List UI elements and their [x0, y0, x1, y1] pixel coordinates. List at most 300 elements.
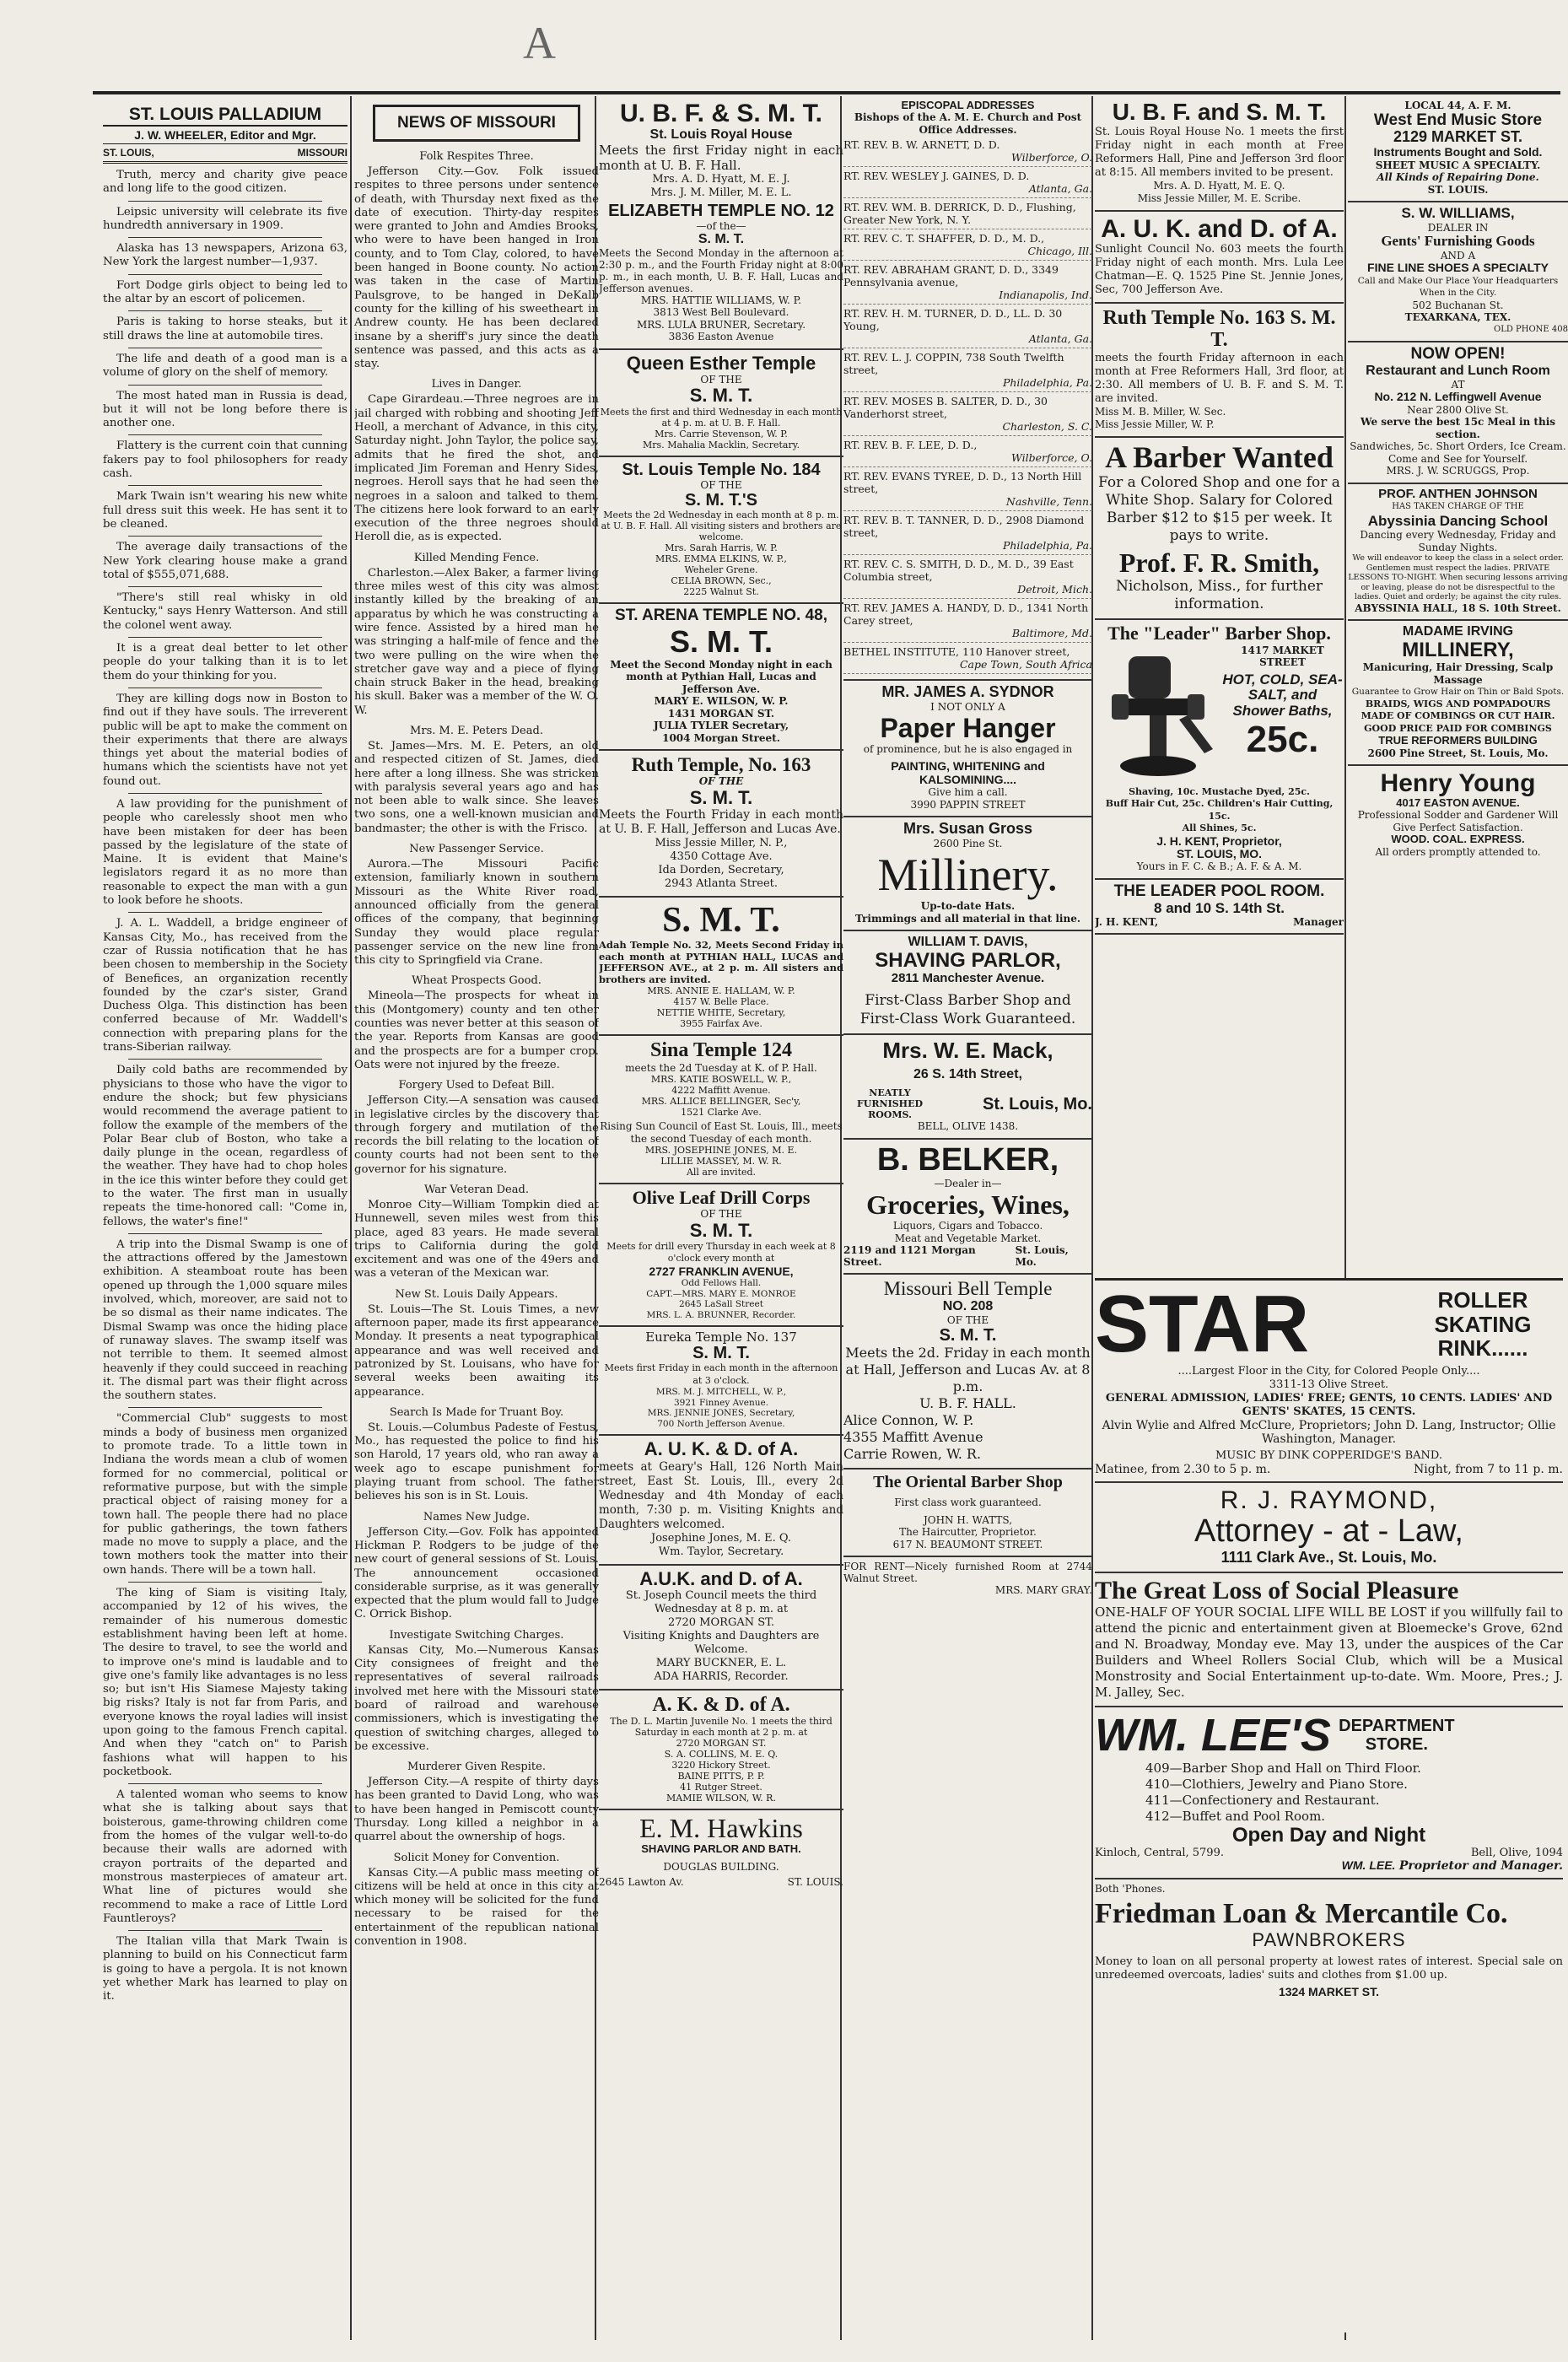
ad-text: All orders promptly attended to. [1375, 845, 1541, 858]
ad-address: 2129 MARKET ST. [1393, 128, 1523, 146]
ad-name: MRS. J. W. SCRUGGS, Prop. [1386, 465, 1530, 477]
bishop-name: RT. REV. JAMES A. HANDY, D. D., 1341 North Carey street, [843, 601, 1089, 628]
pool-room-ad [1095, 880, 1344, 936]
notice-text: Meets the Second Monday in the afternoon at 2:30 p. m., and the Fourth Friday night at 8:00 p. m., in each month, U. B. F. Hall, Lucas and Jefferson avenues. [599, 246, 843, 294]
notice-names: MRS. JOSEPHINE JONES, M. E. LILLIE MASSEY, M. W. R. All are invited. [644, 1145, 798, 1178]
ad-role: Manager [1293, 916, 1344, 929]
ad-text: SHEET MUSIC A SPECIALTY. [1375, 159, 1541, 171]
notice-names: MRS. ANNIE E. HALLAM, W. P. 4157 W. Belle Place. NETTIE WHITE, Secretary, 3955 Fairfax Ave. [647, 985, 795, 1030]
arena-temple-notice [599, 604, 843, 751]
divider [128, 201, 322, 202]
story-headline: New Passenger Service. [409, 843, 544, 856]
notice-text: Meets the 2d Wednesday in each month at 8 p. m. at U. B. F. Hall. All visiting sisters and brothers are welcome. Mrs. Sarah Harris, W. P. MRS. EMMA ELKINS, W. P., Weheler Grene. CELIA BROWN, Sec., 2225 Walnut St. [601, 510, 842, 598]
davis-ad [843, 931, 1092, 1034]
editorial-paragraph: They are killing dogs now in Boston to find out if they have souls. The irreverent public will be apt to make the comment on their experiments that there are always things yet about the material bodies of humans which the scientists have not yet found out. [103, 692, 348, 788]
ad-text: Alvin Wylie and Alfred McClure, Proprietors; John D. Lang, Instructor; Ollie Washington, Manager. [1102, 1419, 1556, 1446]
ad-text: Dancing every Wednesday, Friday and Sunday Nights. [1360, 529, 1556, 553]
editorial-paragraph: J. A. L. Waddell, a bridge engineer of Kansas City, Mo., has received from the czar of Russia notification that he has been chosen to membership in the Society of Benefices, an organization recently founded by the czar's sister, Grand Duchess Olga. This distinction has been conferred because of Mr. Waddell's connection with preparing plans for the trans-Siberian railway. [103, 917, 348, 1054]
ad-role: Proprietor and Manager. [1398, 1859, 1563, 1874]
bishop-name: RT. REV. EVANS TYREE, D. D., 13 North Hill street, [843, 470, 1082, 496]
bishop-entry [843, 348, 1092, 392]
divider [128, 237, 322, 238]
notice-text: The D. L. Martin Juvenile No. 1 meets the third Saturday in each month at 2 p. m. at 2720 MORGAN ST. S. A. COLLINS, M. E. Q. 3220 Hickory Street. BAINE PITTS, P. P. 41 Rutger Street. MAMIE WILSON, W. R. [610, 1716, 832, 1804]
bishop-name: RT. REV. B. F. LEE, D. D., [843, 439, 978, 452]
editorial-paragraph: The king of Siam is visiting Italy, accompanied by 12 of his wives, the remainder of his numerous domestic establishment having been left at home. The desire to travel, to see the world and to improve one's mind is laudable and to give one's family like advantages is no less so; but isn't His Siamese Majesty taking big risks? Italy is not far from Paris, and everyone knows the royal ladies will insist upon going to the famous French capital. And when they "catch on" to Parish fashions what will happen to his pocketbook. [103, 1587, 348, 1778]
story-headline: New St. Louis Daily Appears. [395, 1287, 558, 1301]
ad-row [843, 1244, 1092, 1268]
bishop-entry [843, 229, 1092, 261]
city: ST. LOUIS, [103, 147, 154, 159]
ad-address: 2600 Pine Street, St. Louis, Mo. [1367, 747, 1549, 759]
bishop-place: Wilberforce, O. [1011, 451, 1092, 465]
notice-text: Meets the Fourth Friday in each month at U. B. F. Hall, Jefferson and Lucas Ave. [599, 808, 843, 837]
notice-title: A. K. & D. of A. [652, 1693, 790, 1716]
bishop-place: Charleston, S. C. [1002, 420, 1092, 434]
story-body: St. James—Mrs. M. E. Peters, an old and respected citizen of St. James, died here after a long illness. She was stricken with paralysis several years ago and has not been able to walk since. She leaves two sons, one a well-known musician and bandmaster; the other is with the Frisco. [354, 739, 599, 835]
bishop-entry [843, 136, 1092, 167]
ad-text: Matinee, from 2.30 to 5 p. m. [1095, 1463, 1271, 1476]
ad-name: Mrs. W. E. Mack, [882, 1037, 1053, 1063]
ad-title: West End Music Store [1373, 111, 1543, 129]
editorial-paragraph: Paris is taking to horse steaks, but it still draws the line at automobile tires. [103, 315, 348, 342]
ad-name: R. J. RAYMOND, [1220, 1486, 1438, 1514]
star-rink-ad [1095, 1278, 1563, 1483]
divider [128, 434, 322, 435]
notice-text: St. Louis Royal House No. 1 meets the first Friday night in each month at Free Reformers Hall, Pine and Jefferson 3rd floor at 8:15. All members invited to be present. [1095, 125, 1344, 179]
bishop-entry [843, 198, 1092, 229]
divider [128, 1059, 322, 1060]
ad-phone: OLD PHONE 408 [1494, 324, 1568, 334]
divider [128, 586, 322, 587]
ad-text: Call and Make Our Place Your Headquarters When in the City. [1357, 275, 1559, 299]
ad-text: GENERAL ADMISSION, LADIES' FREE; GENTS, 10 CENTS. LADIES' AND GENTS' SKATES, 15 CENTS. [1105, 1392, 1553, 1418]
akd-notice [599, 1691, 843, 1810]
bishop-name: RT. REV. MOSES B. SALTER, D. D., 30 Vanderhorst street, [843, 395, 1048, 421]
ad-building: DOUGLAS BUILDING. [663, 1860, 779, 1873]
ad-text: Sandwiches, 5c. Short Orders, Ice Cream. Come and See for Yourself. [1350, 440, 1566, 465]
ad-title: Paper Hanger [880, 712, 1056, 743]
olive-leaf-notice [599, 1184, 843, 1327]
ad-text: All Kinds of Repairing Done. [1377, 171, 1539, 184]
editorial-paragraph: It is a great deal better to let other people do your talking than it is to let them do your thinking for you. [103, 642, 348, 682]
notice-title: Sina Temple 124 [649, 1039, 793, 1062]
notice-text: Meets first Friday in each month in the afternoon at 3 o'clock. [604, 1362, 838, 1386]
editorial-paragraph: Leipsic university will celebrate its five hundredth anniversary in 1909. [103, 205, 348, 232]
bishop-place: Baltimore, Md. [1011, 627, 1092, 640]
story-body: Jefferson City.—Gov. Folk has appointed Hickman P. Rodgers to be judge of the new court of general sessions of St. Louis. The announcement occasioned considerable surprise, as it was generally expected that the plum would fall to Judge C. Orrick Bishop. [354, 1525, 599, 1621]
notice-of: —of the— [696, 219, 746, 232]
story-headline: Murderer Given Respite. [407, 1761, 546, 1774]
divider [128, 485, 322, 486]
ad-line: NOW OPEN! [1410, 345, 1506, 364]
restaurant-ad [1348, 342, 1568, 483]
notice-names: MARY E. WILSON, W. P. 1431 MORGAN ST. JULIA TYLER Secretary, 1004 Morgan Street. [653, 695, 789, 744]
notice-names: Miss Jessie Miller, N. P., 4350 Cottage Ave. Ida Dorden, Secretary, 2943 Atlanta Street. [655, 837, 788, 891]
bishop-entry [843, 467, 1092, 511]
bishop-place: Chicago, Ill. [1027, 245, 1092, 258]
ad-line: DEALER IN [1427, 221, 1489, 234]
bishop-entry [843, 305, 1092, 348]
ad-title: Restaurant and Lunch Room [1366, 364, 1550, 379]
notice-title: ELIZABETH TEMPLE NO. 12 [608, 201, 834, 220]
ad-text: NEATLY FURNISHED ROOMS. [856, 1087, 923, 1121]
ad-text: Open Day and Night [1231, 1823, 1426, 1847]
story-body: Kansas City, Mo.—Numerous Kansas City consignees of freight and the representatives of several railroads involved met here with the Missouri state board of railroad and warehouse commissioners, which is investigating the question of switching charges, alleged to be excessive. [354, 1643, 599, 1753]
ad-address: 1417 MARKET STREET [1241, 644, 1324, 669]
column-rule [350, 96, 352, 2340]
editorial-paragraph: The life and death of a good man is a volume of glory on the shelf of memory. [103, 352, 348, 380]
wm-lee-ad [1095, 1707, 1563, 1880]
divider [128, 637, 322, 638]
ad-city: ST. LOUIS. [1427, 183, 1489, 196]
episcopal-addresses [843, 96, 1092, 681]
ad-address: 4017 EASTON AVENUE. [1396, 796, 1520, 810]
store-floor-item: 409—Barber Shop and Hall on Third Floor. [1145, 1760, 1421, 1776]
ad-phone: Kinloch, Central, 5799. [1095, 1847, 1224, 1860]
williams-ad [1348, 202, 1568, 342]
notice-title: Queen Esther Temple [626, 352, 816, 374]
section-subtitle: Bishops of the A. M. E. Church and Post Office Addresses. [854, 111, 1082, 136]
editorial-paragraph: "There's still real whisky in old Kentucky," says Henry Watterson. And still the colonel went away. [103, 591, 348, 632]
queen-esther-notice [599, 350, 843, 457]
eureka-temple-notice [599, 1327, 843, 1436]
ad-name: J. H. KENT, [1095, 916, 1159, 929]
sina-temple-notice [599, 1036, 843, 1184]
ad-text: Instruments Bought and Sold. [1373, 145, 1543, 159]
raymond-ad [1095, 1483, 1563, 1573]
adah-temple-notice [599, 898, 843, 1036]
bishop-name: RT. REV. B. T. TANNER, D. D., 2908 Diamond street, [843, 514, 1085, 540]
state: MISSOURI [297, 147, 348, 159]
story-headline: Lives in Danger. [431, 378, 522, 391]
divider [128, 274, 322, 275]
bishop-place: Philadelphia, Pa. [1002, 539, 1092, 553]
ad-city: TEXARKANA, TEX. [1404, 311, 1511, 324]
johnson-ad [1348, 484, 1568, 622]
ad-text: HOT, COLD, SEA-SALT, and Shower Baths, [1222, 671, 1343, 719]
bishop-name: RT. REV. C. T. SHAFFER, D. D., M. D., [843, 232, 1045, 245]
story-body: St. Louis.—Columbus Padeste of Festus, Mo., has requested the police to find his son Harold, 17 years old, who ran away a week ago to escape punishment for playing truant from school. The father believes his son is in St. Louis. [354, 1421, 599, 1503]
ad-text: GOOD PRICE PAID FOR COMBINGS [1364, 722, 1552, 734]
ad-phone: BELL, OLIVE 1438. [917, 1120, 1019, 1133]
section-title: NEWS OF MISSOURI [373, 105, 580, 142]
ad-price: 25c. [1246, 718, 1319, 760]
bishop-place: Cape Town, South Africa [959, 658, 1092, 671]
ad-text: First-Class Barber Shop and First-Class Work Guaranteed. [859, 991, 1076, 1027]
ad-text: FINE LINE SHOES A SPECIALTY [1367, 261, 1549, 275]
ad-address: 2811 Manchester Avenue. [891, 971, 1045, 986]
editorial-paragraph: Flattery is the current coin that cunning fakers pay to fool philosophers for ready cash. [103, 440, 348, 481]
ad-address: 502 Buchanan St. [1412, 299, 1504, 311]
ad-address: No. 212 N. Leffingwell Avenue [1374, 390, 1542, 404]
story-headline: Search Is Made for Truant Boy. [389, 1405, 564, 1419]
ad-subtitle: ROLLER SKATING RINK...... [1434, 1287, 1532, 1362]
story-body: St. Louis—The St. Louis Times, a new afternoon paper, made its first appearance Monday. It presents a neat typographical appearance and was well received and patronized by St. Louisans, who have for several weeks been awaiting its appearance. [354, 1302, 599, 1399]
editorial-paragraph: Truth, mercy and charity give peace and long life to the good citizen. [103, 169, 348, 196]
rising-sun-text: Rising Sun Council of East St. Louis, Ill., meets the second Tuesday of each month. [600, 1120, 843, 1145]
notice-names: Odd Fellows Hall. CAPT.—MRS. MARY E. MONROE 2645 LaSall Street MRS. L. A. BRUNNER, Recorder. [646, 1278, 796, 1320]
hawkins-ad [599, 1810, 843, 1888]
notice-title: A. U. K. & D. of A. [644, 1438, 799, 1460]
ad-row [1095, 1463, 1563, 1476]
notice-text: Adah Temple No. 32, Meets Second Friday in each month at PYTHIAN HALL, LUCAS and JEFFERSON AVE., at 2 p. m. All sisters and brothers are invited. [599, 939, 843, 985]
spanning-ads [1095, 1278, 1563, 2332]
ad-subtitle: PAWNBROKERS [1252, 1928, 1406, 1950]
ad-subtitle: SHAVING PARLOR AND BATH. [641, 1842, 801, 1856]
bishop-name: RT. REV. B. W. ARNETT, D. D. [843, 138, 1000, 152]
ad-title: The Oriental Barber Shop [873, 1473, 1063, 1492]
ad-text: Manicuring, Hair Dressing, Scalp Massage [1362, 661, 1554, 686]
notice-names: Mrs. A. D. Hyatt, M. E. J. Mrs. J. M. Miller, M. E. L. [650, 172, 792, 199]
editorial-paragraph: Fort Dodge girls object to being led to the altar by an escort of policemen. [103, 278, 348, 306]
story-headline: Wheat Prospects Good. [412, 974, 542, 988]
ad-header [1095, 1711, 1563, 1761]
st-louis-temple-notice [599, 457, 843, 605]
ad-text: Money to loan on all personal property at lowest rates of interest. Special sale on unredeemed overcoats, ladies' suits and clothes from $1.00 up. [1095, 1955, 1563, 1982]
story-headline: Killed Mending Fence. [413, 551, 540, 564]
notice-smt: S. M. T. [689, 786, 753, 808]
bishop-entry [843, 436, 1092, 467]
ad-title: THE LEADER POOL ROOM. [1113, 882, 1325, 900]
column-palladium [103, 96, 348, 2340]
ad-line: HAS TAKEN CHARGE OF THE [1392, 502, 1524, 512]
ad-signature [1095, 1859, 1563, 1873]
ad-city: St. Louis, Mo. [983, 1094, 1092, 1114]
ad-address: 8 and 10 S. 14th St. [1154, 899, 1285, 916]
notice-title: Ruth Temple No. 163 S. M. T. [1102, 306, 1336, 352]
notice-of: OF THE [700, 373, 742, 386]
ad-name: B. BELKER, [876, 1141, 1059, 1178]
editorial-paragraph: The most hated man in Russia is dead, but it will not be long before there is another one. [103, 389, 348, 430]
ad-title: STAR [1095, 1279, 1310, 1369]
notice-number: NO. 208 [942, 1299, 994, 1314]
notice-of: OF THE [700, 1208, 742, 1221]
notice-text: Sunlight Council No. 603 meets the fourth Friday night of each month. Mrs. Lula Lee Chatman—E. Q. 1525 Pine St. Jennie Jones, Sec, 700 Jefferson Ave. [1095, 242, 1344, 296]
divider [128, 385, 322, 386]
divider [128, 1407, 322, 1408]
notice-title: ST. ARENA TEMPLE NO. 48, [615, 607, 827, 625]
notice-names: Alice Connon, W. P. 4355 Maffitt Avenue Carrie Rowen, W. R. [843, 1412, 983, 1463]
notice-names: Josephine Jones, M. E. Q. Wm. Taylor, Secretary. [651, 1531, 791, 1558]
notice-text: Meets for drill every Thursday in each week at 8 o'clock every month at [606, 1240, 836, 1265]
bishop-place: Atlanta, Ga. [1028, 332, 1092, 346]
notice-title: A. U. K. and D. of A. [1101, 214, 1338, 243]
ad-line: Give him a call. [928, 786, 1008, 799]
ad-header [1095, 1279, 1563, 1369]
ad-text: Professional Sodder and Gardener Will Give Perfect Satisfaction. [1357, 809, 1559, 833]
ubf-notice [599, 96, 843, 350]
column-lodge-notices [599, 96, 843, 2340]
bishop-entry [843, 555, 1092, 599]
ad-address: 2119 and 1121 Morgan Street. [843, 1244, 976, 1269]
ad-title: Henry Young [1380, 769, 1536, 798]
ad-text: Night, from 7 to 11 p. m. [1414, 1463, 1563, 1476]
editorial-paragraph: A talented woman who seems to know what she is talking about says that boisterous, game-throwing children come from the homes of the vulgar well-to-do because their walls are adorned with crayon portraits of the departed and monstrous masterpieces of amateur art. What line of pictures would she recommend to make a race of Little Lord Fauntleroys? [103, 1788, 348, 1925]
ad-name: MR. JAMES A. SYDNOR [881, 683, 1054, 701]
store-floor-item: 410—Clothiers, Jewelry and Piano Store. [1145, 1776, 1408, 1792]
masthead: ST. LOUIS PALLADIUM [128, 105, 322, 124]
ad-address: 2600 Pine St. [933, 837, 1003, 849]
story-headline: Folk Respites Three. [419, 150, 534, 163]
editorial-paragraph: "Commercial Club" suggests to most minds a body of business men organized to promote trade. To a little town in Indiana the words mean a club of women formed for no commercial, political or reformative purpose, but with the simple practical object of raising money for a town hall. The people there had no place for public gatherings, the town fathers made no move to supply a place, and the town mothers took the matter into their own hands. There will be a town hall. [103, 1412, 348, 1577]
ad-name: WILLIAM T. DAVIS, [908, 935, 1028, 950]
ad-subtitle: DEPARTMENT STORE. [1339, 1717, 1455, 1755]
ad-title: MILLINERY, [1402, 639, 1514, 661]
notice-of: OF THE [700, 478, 742, 491]
story-headline: Investigate Switching Charges. [389, 1628, 564, 1642]
bishop-name: RT. REV. H. M. TURNER, D. D., LL. D. 30 Young, [843, 307, 1063, 333]
store-floor-item: 412—Buffet and Pool Room. [1145, 1808, 1326, 1824]
bishop-entry [843, 261, 1092, 305]
divider [128, 1930, 322, 1931]
notice-names: MRS. M. J. MITCHELL, W. P., 3921 Finney Avenue. MRS. JENNIE JONES, Secretary, 700 North Jefferson Avenue. [647, 1387, 795, 1429]
notice-title: Eureka Temple No. 137 [645, 1329, 797, 1345]
ad-city: ST. LOUIS, MO. [1176, 846, 1263, 860]
auk-notice-2 [599, 1566, 843, 1691]
ad-text: FOR RENT—Nicely furnished Room at 2744 Walnut Street. [843, 1561, 1092, 1585]
ad-list [1095, 1761, 1563, 1825]
notice-smt: S. M. T. [939, 1326, 997, 1345]
missouri-bell-notice [843, 1275, 1092, 1470]
notice-smt: S. M. T. [662, 901, 780, 941]
ad-title: WM. LEE'S [1095, 1709, 1331, 1761]
ad-name: S. W. WILLIAMS, [1401, 205, 1515, 222]
notice-text: meets the fourth Friday afternoon in each month at Free Reformers Hall, 3rd floor, at 2:30. All members of U. B. F. and S. M. T. are invited. [1095, 351, 1344, 405]
ad-title: E. M. Hawkins [639, 1813, 803, 1844]
ad-text: We serve the best 15c Meal in this section. [1360, 416, 1556, 440]
editorial-paragraph: A trip into the Dismal Swamp is one of the attractions offered by the Jamestown exhibition. A steamboat route has been opened up through the 1,000 square miles involved, which, moreover, are said not to be so dismal as their name indicates. The Dismal Swamp was once the hiding place of runaway slaves. The swamp itself was not terrible to them. It seemed almost heavenly if they could succeed in reaching it. The dismal part was their flight across the southern states. [103, 1238, 348, 1403]
notice-text: Meets the first and third Wednesday in each month at 4 p. m. at U. B. F. Hall. Mrs. Carrie Stevenson, W. P. Mrs. Mahalia Macklin, Secretary. [600, 406, 843, 450]
ad-address: 1111 Clark Ave., St. Louis, Mo. [1220, 1548, 1437, 1566]
bishop-place: Philadelphia, Pa. [1002, 376, 1092, 390]
ad-city: St. Louis, Mo. [1015, 1244, 1069, 1269]
gross-ad [843, 817, 1092, 931]
ad-city: ST. LOUIS. [787, 1876, 843, 1889]
bishop-place: Detroit, Mich. [1017, 583, 1092, 596]
notice-text: meets the 2d Tuesday at K. of P. Hall. [625, 1061, 817, 1074]
notice-smt: S. M. T. [669, 623, 773, 659]
story-headline: Forgery Used to Defeat Bill. [398, 1079, 555, 1092]
west-end-ad [1348, 96, 1568, 202]
ad-text: Liquors, Cigars and Tobacco. Meat and Vegetable Market. [892, 1220, 1043, 1244]
notice-of: OF THE [946, 1313, 989, 1326]
ad-name: PROF. ANTHEN JOHNSON [1378, 486, 1538, 501]
ad-name: Mrs. Susan Gross [903, 820, 1033, 838]
ad-name: Prof. F. R. Smith, [1118, 547, 1320, 579]
bishop-entry [843, 392, 1092, 436]
social-pleasure-ad [1095, 1573, 1563, 1707]
section-title: EPISCOPAL ADDRESSES [901, 99, 1035, 111]
bishop-entry [843, 511, 1092, 555]
auk-notice-1 [599, 1436, 843, 1565]
bishop-entry [843, 643, 1092, 674]
ad-address: 3990 PAPPIN STREET [910, 798, 1026, 811]
young-ad [1348, 766, 1568, 858]
ad-address: 1324 MARKET ST. [1278, 1984, 1380, 1998]
notice-title: U. B. F. & S. M. T. [619, 100, 822, 127]
ad-title: The "Leader" Barber Shop. [1107, 623, 1331, 644]
ad-line: —Dealer in— [934, 1178, 1002, 1190]
divider [128, 1233, 322, 1234]
notice-smt: S. M. T. [698, 232, 745, 247]
ad-building: TRUE REFORMERS BUILDING [1378, 734, 1538, 747]
notice-smt: S. M. T. [689, 1219, 753, 1241]
leader-barber-ad [1095, 620, 1344, 879]
notice-names: MRS. KATIE BOSWELL, W. P., 4222 Maffitt Avenue. MRS. ALLICE BELLINGER, Sec'y, 1521 Clarke Ave. [641, 1074, 801, 1119]
bishop-name: BETHEL INSTITUTE, 110 Hanover street, [843, 645, 1070, 659]
irving-ad [1348, 621, 1568, 766]
notice-smt: S. M. T.'S [685, 491, 757, 510]
ad-phone: Bell, Olive, 1094 [1470, 1847, 1563, 1860]
ad-title: Groceries, Wines, [866, 1189, 1070, 1220]
ad-line: Both 'Phones. [1095, 1883, 1166, 1896]
story-body: Aurora.—The Missouri Pacific extension, familiarly known in southern Missouri as the White River road, announced officially from the general offices of the company, that beginning Sunday they would place regular passenger service on the new line from this city to Springfield via Crane. [354, 858, 599, 968]
bishop-entry [843, 599, 1092, 643]
notice-title: St. Louis Temple No. 184 [622, 460, 821, 479]
friedman-ad [1095, 1898, 1563, 1998]
notice-text: St. Joseph Council meets the third Wednesday at 8 p. m. at 2720 MORGAN ST. Visiting Knights and Daughters are Welcome. MARY BUCKNER, E. L. ADA HARRIS, Recorder. [622, 1588, 820, 1683]
notice-names: MRS. HATTIE WILLIAMS, W. P. 3813 West Bell Boulevard. MRS. LULA BRUNER, Secretary. 3836 Easton Avenue [636, 294, 806, 343]
ad-name: J. H. KENT, Proprietor, [1156, 833, 1282, 848]
ruth-temple-notice [599, 751, 843, 898]
mack-ad [843, 1035, 1092, 1140]
ad-text: Near 2800 Olive St. [1407, 403, 1509, 416]
divider [128, 1783, 322, 1784]
story-body: Jefferson City.—A respite of thirty days has been granted to David Long, who was to have been hanged in Pemiscott county Thursday. Long killed a neighbor in a quarrel about the ownership of hogs. [354, 1776, 599, 1844]
notice-title: Ruth Temple, No. 163 [631, 754, 811, 776]
ad-text: ....Largest Floor in the City, for Colored People Only.... [1177, 1365, 1480, 1378]
ad-name: WM. LEE. [1341, 1858, 1396, 1873]
notice-text: Meet the Second Monday night in each month at Pythian Hall, Lucas and Jefferson Ave. [610, 658, 832, 695]
notice-names: Mrs. A. D. Hyatt, M. E. Q. Miss Jessie Miller, M. E. Scribe. [1137, 179, 1301, 204]
ad-address: 26 S. 14th Street, [913, 1067, 1022, 1082]
divider [128, 536, 322, 537]
ad-row [1095, 916, 1344, 928]
ad-text: Up-to-date Hats. Trimmings and all material in that line. [855, 900, 1080, 925]
story-headline: Mrs. M. E. Peters Dead. [410, 724, 543, 737]
ad-text: For a Colored Shop and one for a White Shop. Salary for Colored Barber $12 to $15 per week. It pays to write. [1098, 474, 1340, 545]
divider [128, 912, 322, 913]
divider [128, 793, 322, 794]
editorial-paragraph: The average daily transactions of the New York clearing house make a grand total of $555,071,688. [103, 541, 348, 581]
ad-line: LOCAL 44, A. F. M. [1404, 100, 1511, 111]
editorial-paragraph: Mark Twain isn't wearing his new white full dress suit this week. He has sent it to be cleaned. [103, 490, 348, 531]
story-body: Charleston.—Alex Baker, a farmer living three miles west of this city was almost instantly killed by the breaking of an apparatus by which he was constructing a wire fence. Assisted by a hired man he was stringing a half-mile of fence and the two were pulling on the wire when the stretcher gave way and a piece of flying chain struck Baker in the head, breaking his skull. Baker was a member of the W. O. W. [354, 566, 599, 717]
ubf-notice-2 [1095, 96, 1344, 212]
bishop-place: Nashville, Tenn. [1005, 495, 1092, 509]
ad-text: BRAIDS, WIGS AND POMPADOURS MADE OF COMBINGS OR CUT HAIR. [1361, 698, 1555, 722]
ad-line: AND A [1440, 249, 1476, 262]
ad-title: Friedman Loan & Mercantile Co. [1095, 1898, 1508, 1930]
story-body: Kansas City.—A public mass meeting of citizens will be held at once in this city at which money will be solicited for the fund necessary to be raised for the entertainment of the republican national convention in 1908. [354, 1866, 599, 1949]
notice-of: OF THE [698, 775, 744, 788]
barber-wanted-ad [1095, 438, 1344, 621]
ad-title: SHAVING PARLOR, [875, 948, 1061, 972]
notice-title: Missouri Bell Temple [883, 1278, 1053, 1300]
notice-subtitle: St. Louis Royal House [649, 127, 793, 142]
ad-text: ONE-HALF OF YOUR SOCIAL LIFE WILL BE LOST if you willfully fail to attend the picnic and entertainment given at Bloemecke's Grove, 62nd and N. Broadway, Monday eve. May 13, under the auspices of the Car Builders and Wheel Rollers Social Club, which will be a Musical Monstrosity and Social Entertainment up-to-date. Wm. Moore, Pres.; J. M. Jalley, Sec. [1095, 1604, 1563, 1700]
ad-address-row [599, 1876, 843, 1888]
story-body: Cape Girardeau.—Three negroes are in jail charged with robbing and shooting Jeff Heoll, a merchant of Advance, in this city, Saturday night. John Taylor, the police say, admits that he fired the shot, and implicated Jim Foreman and Henry Sides, negroes. Heroll says that he had seen the negroes in a saloon and talked to them. The citizens here look forward to an early execution of the three negroes should Heroll die, as is expected. [354, 393, 599, 544]
ad-row [1095, 1847, 1563, 1859]
bishop-entry [843, 167, 1092, 198]
bishop-place: Atlanta, Ga. [1028, 182, 1092, 196]
notice-text: meets at Geary's Hall, 126 North Main street, East St. Louis, Ill., every 2d Wednesday and 4th Monday of each month, 7:30 p. m. Visiting Knights and Daughters welcomed. [599, 1459, 843, 1531]
bishop-place: Wilberforce, O. [1011, 151, 1092, 164]
ruth-temple-notice-2 [1095, 304, 1344, 438]
notice-text: Meets the first Friday night in each month at U. B. F. Hall. [599, 142, 843, 173]
ad-title: Millinery. [877, 849, 1059, 901]
